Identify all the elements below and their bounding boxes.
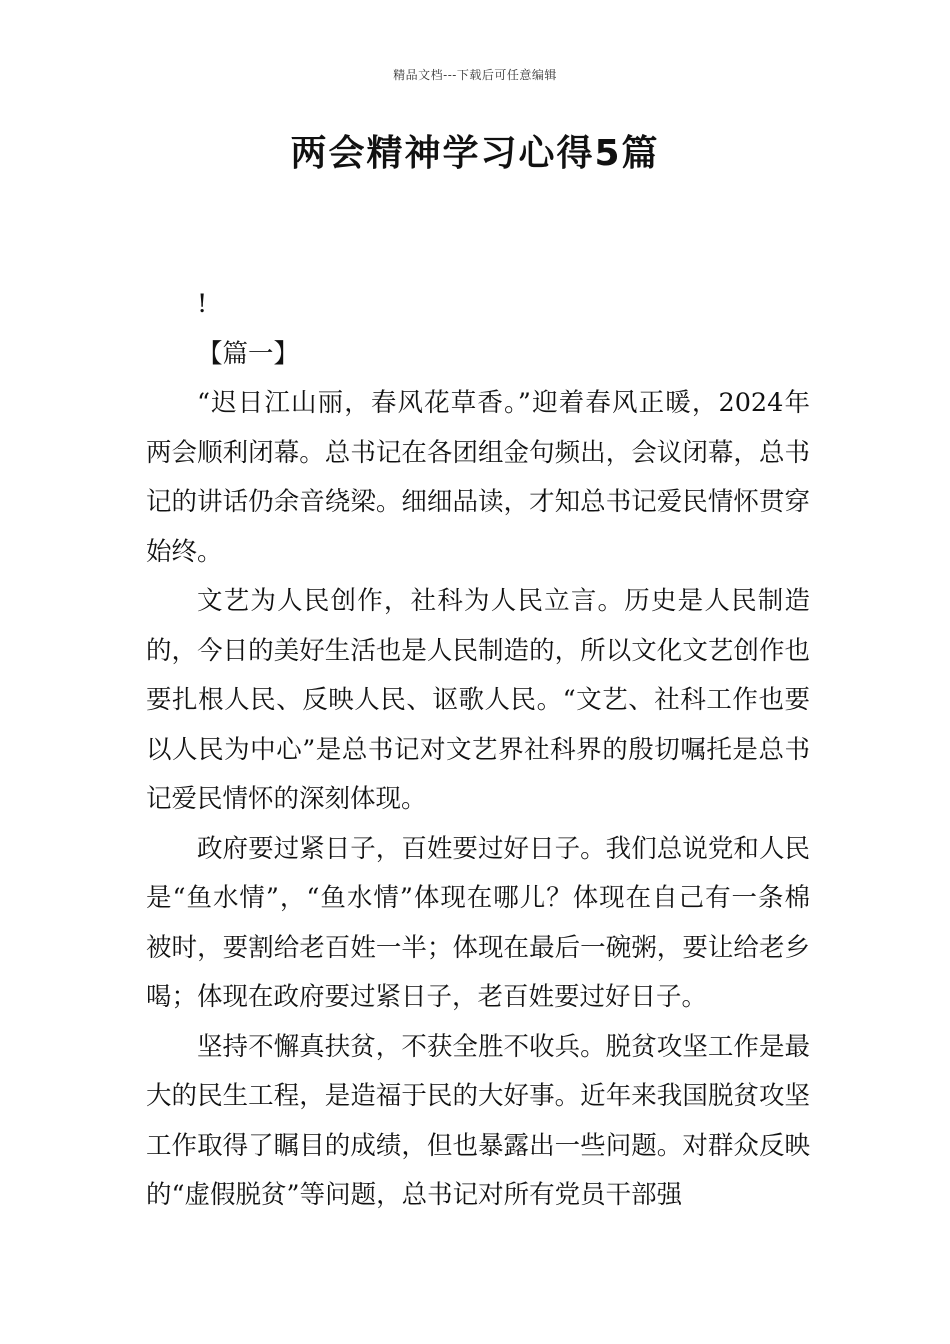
header-note: 精品文档---下载后可任意编辑 [393, 68, 557, 82]
paragraph-2: 文艺为人民创作，社科为人民立言。历史是人民制造的，今日的美好生活也是人民制造的，所以文化文艺创作也要扎根人民、反映人民、讴歌人民。“文艺、社科工作也要以人民为中心”是总书记对文艺界社科界的殷切嘱托是总书记爱民情怀的深刻体现。 [146, 586, 810, 814]
paragraph-3: 政府要过紧日子，百姓要过好日子。我们总说党和人民是“鱼水情”，“鱼水情”体现在哪儿？体现在自己有一条棉被时，要割给老百姓一半；体现在最后一碗粥，要让给老乡喝；体现在政府要过紧日子，老百姓要过好日子。 [146, 833, 810, 1012]
page-title: 两会精神学习心得5篇 [290, 133, 660, 174]
document-body [146, 280, 810, 1221]
section-label: 【篇一】 [197, 338, 300, 369]
paragraph-4: 坚持不懈真扶贫，不获全胜不收兵。脱贫攻坚工作是最大的民生工程，是造福于民的大好事。近年来我国脱贫攻坚工作取得了瞩目的成绩，但也暴露出一些问题。对群众反映的“虚假脱贫”等问题，总书记对所有党员干部强 [146, 1031, 810, 1210]
exclamation-mark: ! [197, 289, 208, 319]
paragraph-1: “迟日江山丽，春风花草香。”迎着春风正暖，2024年两会顺利闭幕。总书记在各团组金句频出，会议闭幕，总书记的讲话仍余音绕梁。细细品读，才知总书记爱民情怀贯穿始终。 [146, 388, 810, 567]
